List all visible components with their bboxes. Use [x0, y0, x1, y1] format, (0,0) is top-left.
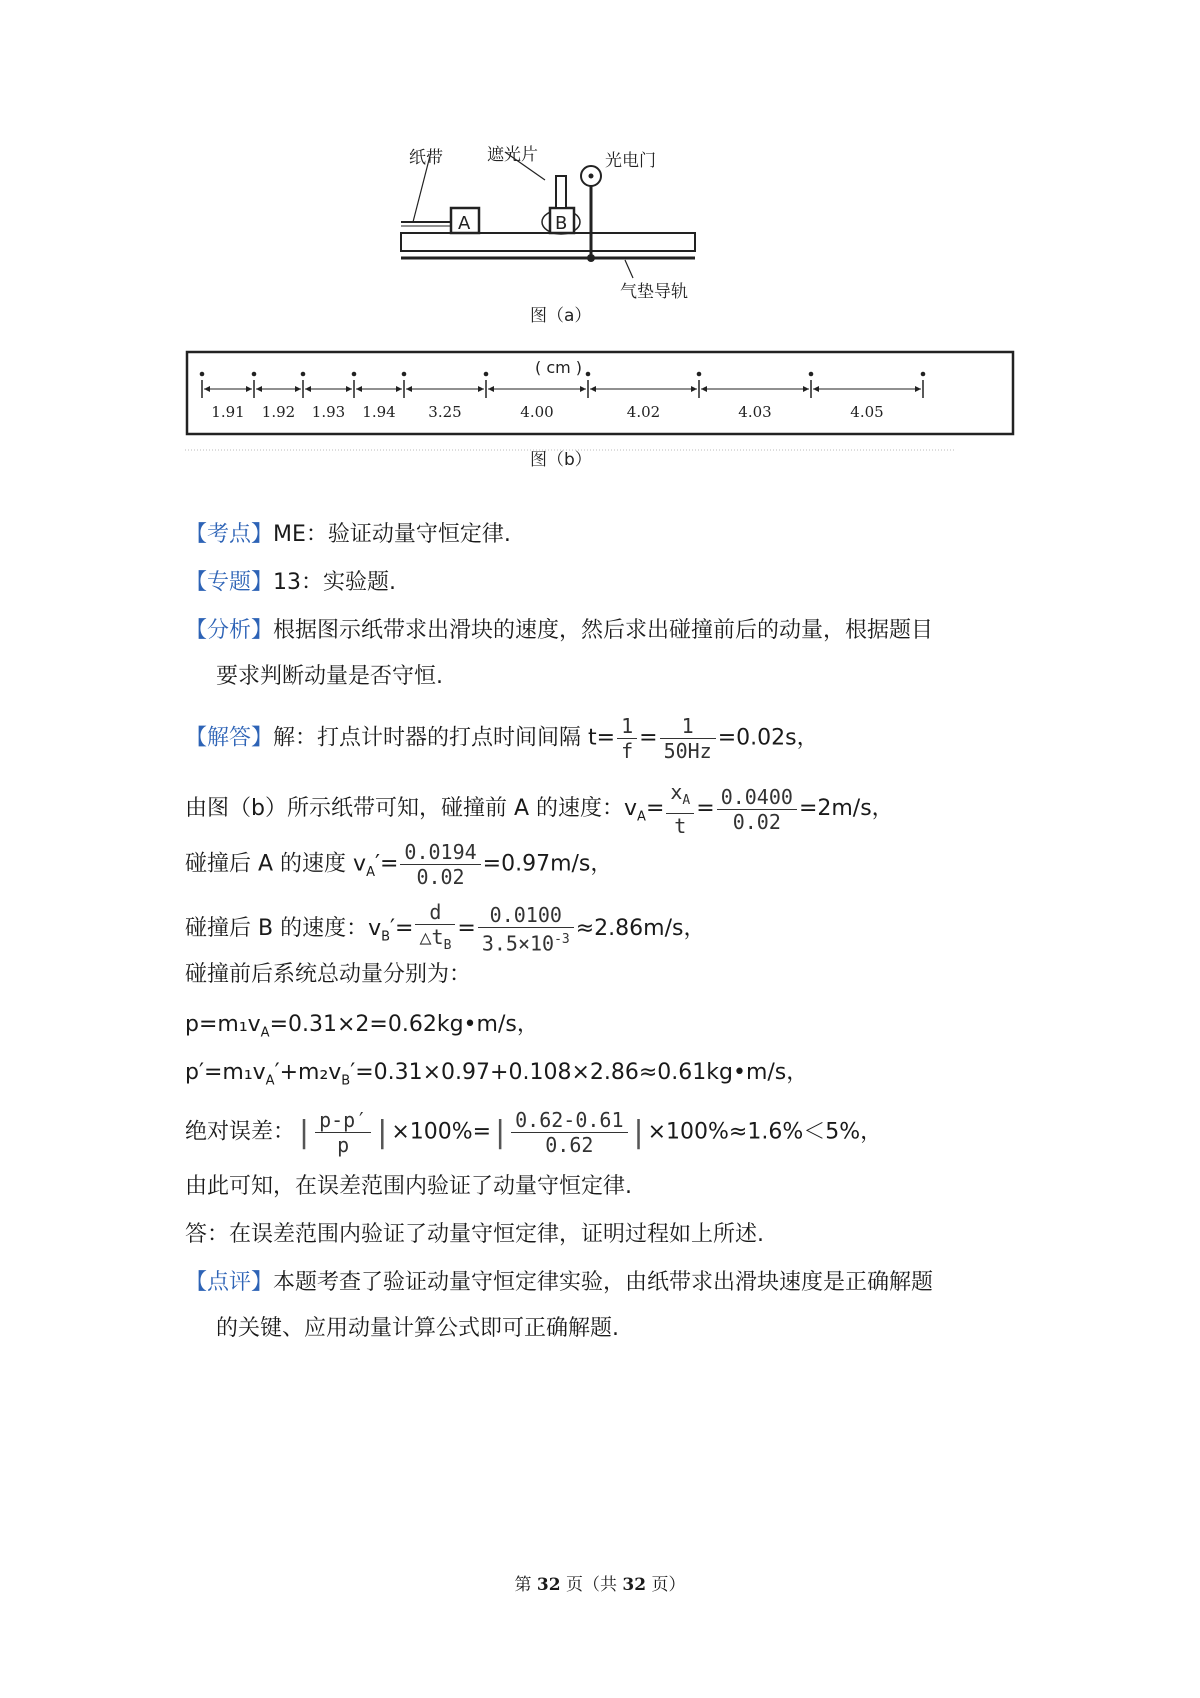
va-prefix: 由图（b）所示纸带可知，碰撞前 A 的速度：v	[185, 796, 638, 821]
arrow-head	[246, 386, 252, 392]
arrow-head	[915, 386, 921, 392]
block-b-label: B	[555, 213, 568, 234]
fenxi-tag: 【分析】	[185, 618, 274, 643]
jieda-intro: 解：打点计时器的打点时间间隔 t=	[273, 725, 616, 751]
err-line: 绝对误差：| $\frac{p-p'}{p}$ |×100%=| $\frac{0.62-0.61}{0.62}$ |×100%≈1.6%＜5%，	[185, 1108, 883, 1157]
fraction-1-over-50hz: $\frac{1}{50Hz}$	[660, 714, 716, 763]
va-eq: =	[645, 796, 665, 821]
fraction-1-over-f: $\frac{1}{f}$	[617, 714, 637, 763]
arrow-head	[701, 386, 707, 392]
p-eq: p=m₁v	[185, 1012, 261, 1037]
page-total: 32	[622, 1575, 647, 1595]
zhuanti-line	[185, 568, 396, 598]
arrow-head	[204, 386, 210, 392]
arrow-head	[305, 386, 311, 392]
tape-dot	[586, 372, 591, 377]
fraction-relative-error: $\frac{p-p'}{p}$	[315, 1108, 371, 1157]
tape-dot	[252, 372, 257, 377]
label-tape: 纸带	[409, 148, 443, 168]
block-a-label: A	[458, 213, 471, 234]
vb2-result: ≈2.86m/s，	[575, 916, 706, 941]
tape-segment-label: 4.02	[626, 403, 661, 421]
arrow-head	[346, 386, 352, 392]
tape-segment-label: 1.93	[311, 403, 346, 421]
arrow-head	[356, 386, 362, 392]
arrow-head	[803, 386, 809, 392]
caption-a: 图（a）	[530, 306, 592, 326]
jieda-line: 【解答】解：打点计时器的打点时间间隔 t= $\frac{1}{f}$ = $\frac{1}{50Hz}$ =0.02s，	[185, 714, 819, 763]
arrow-head	[406, 386, 412, 392]
tape-dot	[921, 372, 926, 377]
caption-b: 图（b）	[530, 450, 592, 470]
p2-b: ′+m₂v	[274, 1060, 342, 1085]
vb2-line: 碰撞后 B 的速度：$v_B'=$ $\frac{d}{\triangle t_B}$ = $\frac{0.0100}{3.5\times 10^{-3}}$ ≈2.86m/s，	[185, 900, 705, 958]
jieda-tag: 【解答】	[185, 725, 274, 751]
vb2-prefix: 碰撞后 B 的速度：v	[185, 916, 382, 941]
tape-dot	[402, 372, 407, 377]
fenxi-line-1	[185, 616, 933, 646]
err-result: ×100%≈1.6%＜5%，	[647, 1119, 883, 1145]
arrow-head	[396, 386, 402, 392]
tape-segment-label: 3.25	[428, 403, 462, 421]
label-gate: 光电门	[605, 151, 656, 171]
err-prefix: 绝对误差：	[185, 1119, 296, 1145]
arrow-head	[295, 386, 301, 392]
fenxi-line-2: 要求判断动量是否守恒.	[216, 664, 443, 689]
tape-segment-label: 1.91	[211, 403, 245, 421]
fraction-d-over-dtb: $\frac{d}{\triangle t_B}$	[415, 900, 455, 958]
label-track: 气垫导轨	[620, 282, 688, 302]
unit-label: ( cm )	[535, 358, 583, 377]
tape-frame	[187, 352, 1013, 434]
momentum-intro: 碰撞前后系统总动量分别为：	[185, 962, 472, 987]
figure-a	[395, 140, 715, 340]
kaodian-text: ME：验证动量守恒定律.	[273, 522, 511, 547]
tape-segment-label: 4.05	[850, 403, 884, 421]
tape-dot	[301, 372, 306, 377]
tape-dot	[352, 372, 357, 377]
dianping-tag: 【点评】	[185, 1270, 274, 1295]
page-number: 32	[536, 1575, 561, 1595]
fraction-0100-over-35e-3: $\frac{0.0100}{3.5\times 10^{-3}}$	[478, 903, 574, 956]
kaodian-line	[185, 520, 511, 550]
tape-segment-label: 4.00	[520, 403, 554, 421]
arrow-head	[478, 386, 484, 392]
p2-rest: ′=0.31×0.97+0.108×2.86≈0.61kg•m/s，	[350, 1060, 809, 1085]
conclusion: 由此可知，在误差范围内验证了动量守恒定律.	[185, 1174, 632, 1199]
va-sub: A	[637, 809, 646, 825]
shade-plate	[556, 176, 566, 208]
zhuanti-text: 13：实验题.	[273, 570, 397, 595]
fenxi-text-1: 根据图示纸带求出滑块的速度，然后求出碰撞前后的动量，根据题目	[273, 618, 934, 643]
p-line	[185, 1010, 539, 1048]
dianping-line-1	[185, 1268, 933, 1298]
va2-result: =0.97m/s，	[482, 851, 613, 877]
dianping-line-2: 的关键、应用动量计算公式即可正确解题.	[216, 1316, 619, 1341]
va2-sub: A	[366, 864, 375, 880]
tape-segment-label: 1.94	[362, 403, 396, 421]
p2-b-sub: B	[341, 1073, 351, 1089]
arrow-head	[488, 386, 494, 392]
arrow-head	[813, 386, 819, 392]
figure-b	[185, 350, 1015, 470]
kaodian-tag: 【考点】	[185, 522, 274, 547]
arrow-head	[590, 386, 596, 392]
va2-line	[185, 840, 612, 889]
p2-a-sub: A	[265, 1073, 275, 1089]
air-track	[401, 233, 695, 251]
p2-line	[185, 1058, 808, 1096]
zhuanti-tag: 【专题】	[185, 570, 274, 595]
page-footer: 第 32 页（共 32 页）	[514, 1575, 686, 1595]
label-shade: 遮光片	[487, 145, 538, 165]
arrow-head	[691, 386, 697, 392]
err-mid: ×100%=	[391, 1119, 492, 1145]
tape-dot	[809, 372, 814, 377]
tape-segment-label: 4.03	[738, 403, 772, 421]
p-rest: =0.31×2=0.62kg•m/s，	[269, 1012, 539, 1037]
arrow-head	[580, 386, 586, 392]
vb2-sub: B	[381, 929, 391, 945]
fraction-062-061: $\frac{0.62-0.61}{0.62}$	[511, 1108, 627, 1157]
tape-dot	[697, 372, 702, 377]
va2-mid: ′=	[374, 851, 399, 877]
fraction-0400-over-002: $\frac{0.0400}{0.02}$	[717, 785, 797, 834]
tape-dot	[200, 372, 205, 377]
va-line: 由图（b）所示纸带可知，碰撞前 A 的速度：$v_A=$ $\frac{x_A}{t}$ = $\frac{0.0400}{0.02}$ =2m/s，	[185, 780, 894, 838]
tape-marks	[200, 372, 926, 421]
va2-prefix: 碰撞后 A 的速度 v	[185, 851, 367, 877]
answer: 答：在误差范围内验证了动量守恒定律，证明过程如上所述.	[185, 1222, 764, 1247]
p2-a: p′=m₁v	[185, 1060, 266, 1085]
va-result: =2m/s，	[798, 796, 894, 821]
p-sub: A	[260, 1025, 270, 1041]
tape-dot	[484, 372, 489, 377]
fraction-xa-over-t: $\frac{x_A}{t}$	[666, 780, 694, 838]
fraction-0194-over-002: $\frac{0.0194}{0.02}$	[400, 840, 480, 889]
arrow-head	[256, 386, 262, 392]
tape-segment-label: 1.92	[261, 403, 296, 421]
jieda-result: =0.02s，	[717, 725, 819, 751]
dianping-text-1: 本题考查了验证动量守恒定律实验，由纸带求出滑块速度是正确解题	[273, 1270, 934, 1295]
vb2-mid: ′=	[390, 916, 414, 941]
